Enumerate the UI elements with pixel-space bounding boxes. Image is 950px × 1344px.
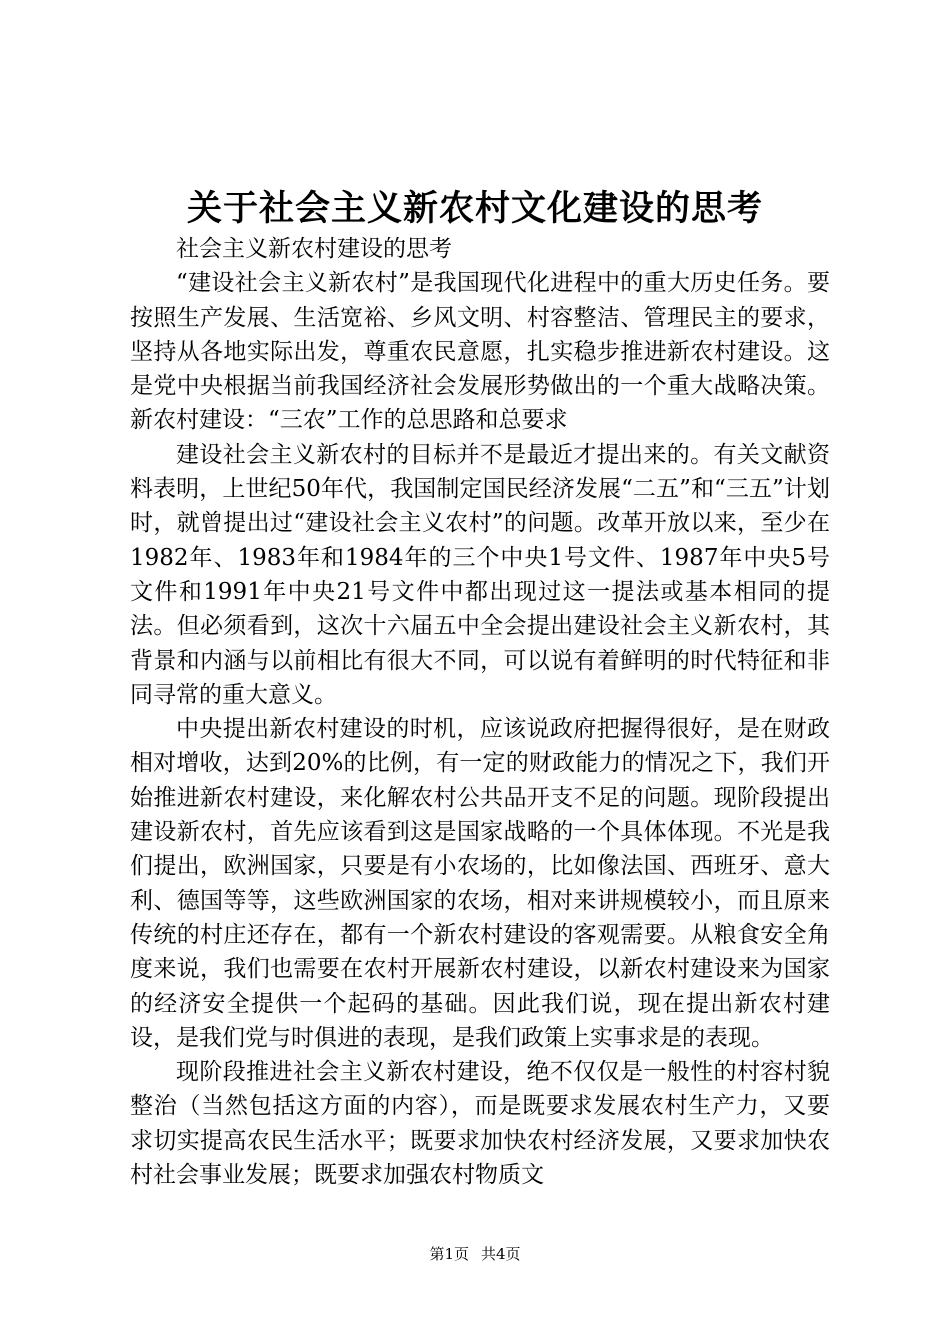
document-title: 关于社会主义新农村文化建设的思考 — [186, 189, 763, 229]
page-footer — [0, 1244, 950, 1264]
page-number: 第1页 — [429, 1245, 469, 1263]
paragraph: “建设社会主义新农村”是我国现代化进程中的重大历史任务。要按照生产发展、生活宽裕、乡风文明、村容整洁、管理民主的要求，坚持从各地实际出发，尊重农民意愿，扎实稳步推进新农村建设。这是党中央根据当前我国经济社会发展形势做出的一个重大战略决策。新农村建设：“三农”工作的总思路和总要求 — [130, 270, 830, 434]
paragraph: 现阶段推进社会主义新农村建设，绝不仅仅是一般性的村容村貌整治（当然包括这方面的内容），而是既要求发展农村生产力，又要求切实提高农民生活水平；既要求加快农村经济发展，又要求加快农村社会事业发展；既要求加强农村物质文 — [130, 1059, 830, 1189]
paragraph: 中央提出新农村建设的时机，应该说政府把握得很好，是在财政相对增收，达到20%的比例，有一定的财政能力的情况之下，我们开始推进新农村建设，来化解农村公共品开支不足的问题。现阶段提出建设新农村，首先应该看到这是国家战略的一个具体体现。不光是我们提出，欧洲国家，只要是有小农场的，比如像法国、西班牙、意大利、德国等等，这些欧洲国家的农场，相对来讲规模较小，而且原来传统的村庄还存在，都有一个新农村建设的客观需要。从粮食安全角度来说，我们也需要在农村开展新农村建设，以新农村建设来为国家的经济安全提供一个起码的基础。因此我们说，现在提出新农村建设，是我们党与时俱进的表现，是我们政策上实事求是的表现。 — [130, 716, 830, 1051]
paragraph-subtitle: 社会主义新农村建设的思考 — [176, 236, 452, 262]
paragraph: 建设社会主义新农村的目标并不是最近才提出来的。有关文献资料表明，上世纪50年代，我国制定国民经济发展“二五”和“三五”计划时，就曾提出过“建设社会主义农村”的问题。改革开放以来，至少在1982年、1983年和1984年的三个中央1号文件、1987年中央5号文件和1991年中央21号文件中都出现过这一提法或基本相同的提法。但必须看到，这次十六届五中全会提出建设社会主义新农村，其背景和内涵与以前相比有很大不同，可以说有着鲜明的时代特征和非同寻常的重大意义。 — [130, 441, 830, 708]
page-total: 共4页 — [481, 1245, 521, 1263]
document-body — [130, 232, 830, 1192]
